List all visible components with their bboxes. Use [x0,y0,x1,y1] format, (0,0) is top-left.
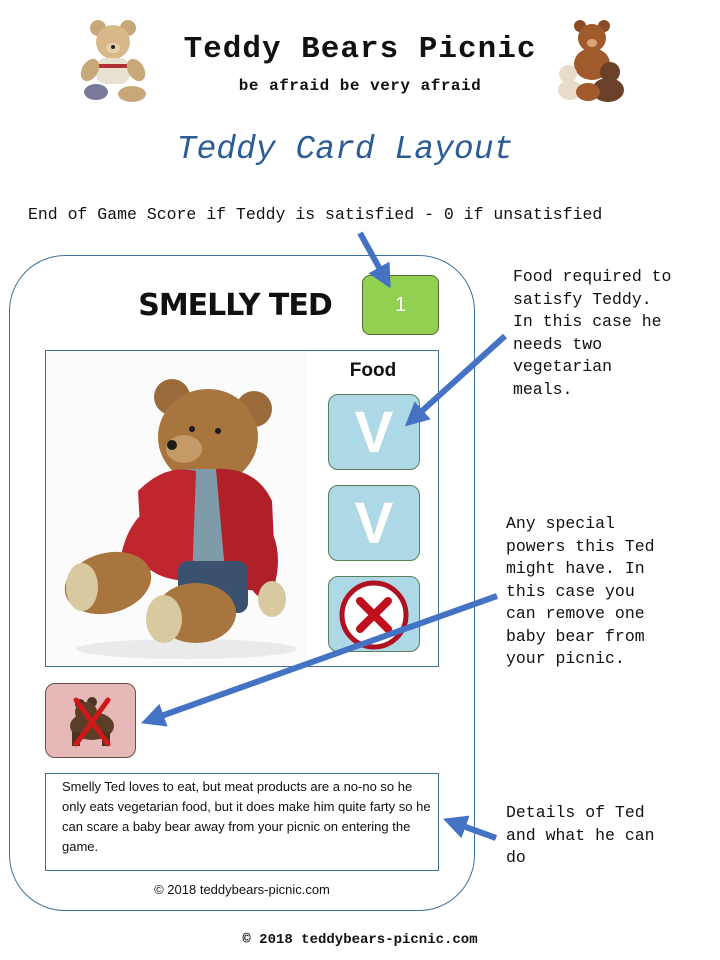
teddy-photo [46,351,306,666]
score-annotation: End of Game Score if Teddy is satisfied - 0 if unsatisfied [28,205,603,224]
teddy-description: Smelly Ted loves to eat, but meat products are a no-no so he only eats vegetarian food, but it does make him quite farty so he can scare a baby bear away from your picnic on entering the game. [62,779,431,854]
teddy-bear-photo-icon [46,351,306,666]
food-slot-empty [328,576,420,652]
site-title: Teddy Bears Picnic [183,32,537,67]
page-heading: Teddy Card Layout [176,131,514,168]
card-copyright: © 2018 teddybears-picnic.com [154,882,330,897]
special-power-slot [45,683,136,758]
food-slot-vegetarian-2: V [328,485,420,561]
red-x-circle-icon [338,579,410,651]
details-annotation: Details of Ted and what he can do [506,803,655,867]
footer-copyright: © 2018 teddybears-picnic.com [242,932,478,948]
food-slot-vegetarian-1: V [328,394,420,470]
crossed-out-bear-icon [62,692,120,750]
food-annotation: Food required to satisfy Teddy. In this case he needs two vegetarian meals. [513,267,672,399]
food-label: Food [349,360,397,381]
card-title: SMELLY TED [138,288,332,323]
powers-annotation: Any special powers this Ted might have. In this case you can remove one baby bear from your picnic. [506,514,655,668]
site-tagline: be afraid be very afraid [238,77,482,95]
score-badge: 1 [362,275,439,335]
